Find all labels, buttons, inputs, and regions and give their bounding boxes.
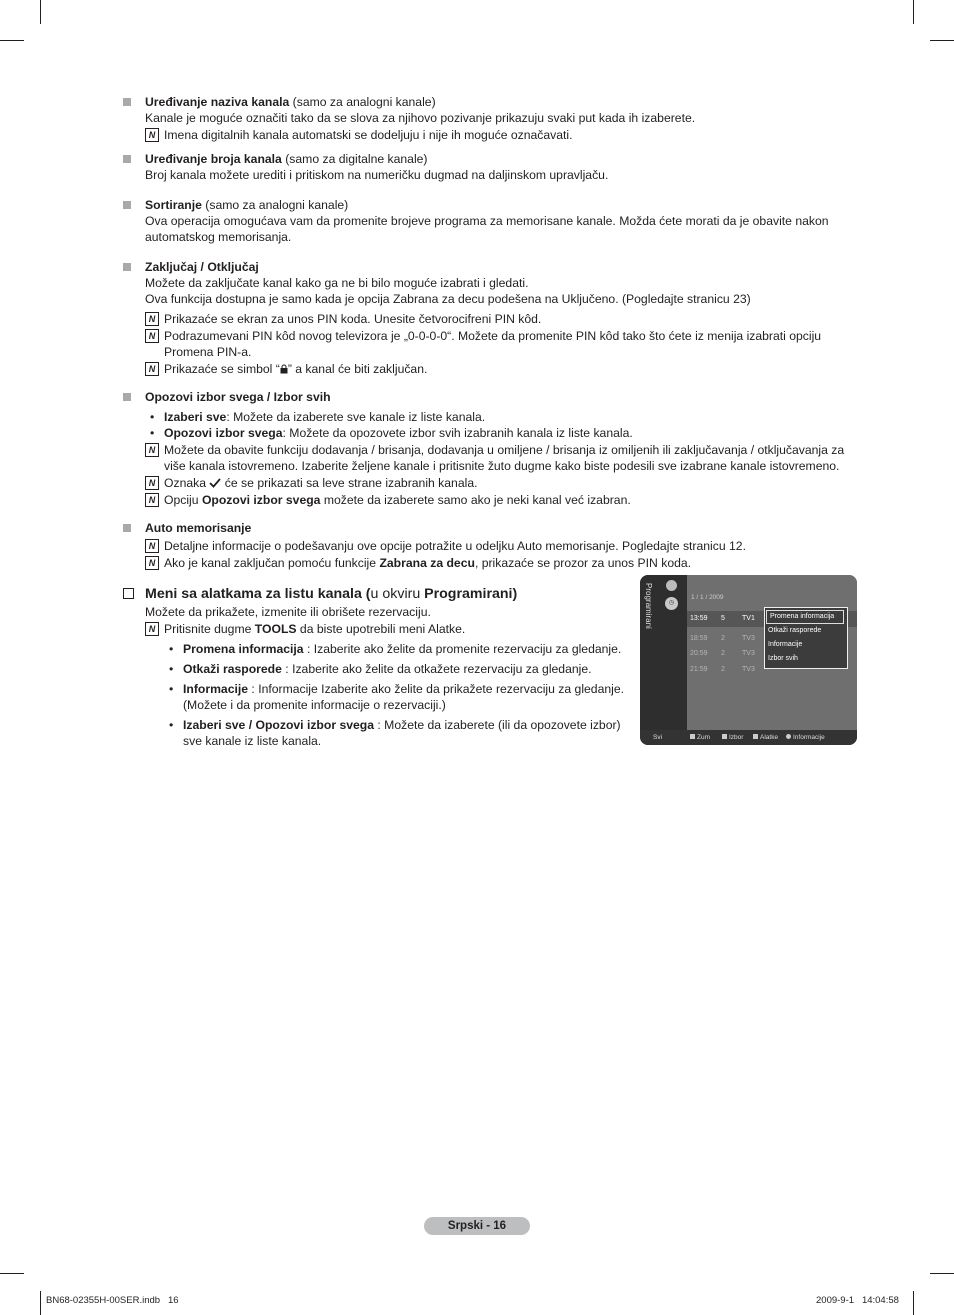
note-text: Prikazaće se simbol “ (164, 362, 280, 376)
title-part: Meni sa alatkama za listu kanala ( (145, 586, 371, 602)
note (145, 361, 863, 377)
tv-footer (640, 730, 857, 745)
note-icon: N (145, 622, 159, 636)
tv-tools-popup (764, 607, 848, 669)
heading-bold: Uređivanje naziva kanala (145, 95, 290, 109)
info-icon (786, 734, 791, 739)
note (145, 475, 863, 491)
note-text: Podrazumevani PIN kôd novog televizora je „0-0-0-0“. Možete da promenite PIN kôd tako što ćete iz menija izabrati opciju Promena PIN-a. (164, 329, 822, 359)
print-footer-timestamp: 2009-9-1 14:04:58 (816, 1295, 899, 1306)
section-text: Broj kanala možete urediti i pritiskom na numeričku dugmad na daljinskom upravljaču. (145, 168, 609, 182)
section-edit-name (123, 94, 863, 143)
bullet-text: : Informacije Izaberite ako želite da prikažete rezervaciju za gledanje. (Možete i da promenite informacije o rezervaciji.) (183, 682, 625, 712)
note-text: Prikazaće se ekran za unos PIN koda. Unesite četvorocifreni PIN kôd. (164, 312, 542, 326)
note-text: Imena digitalnih kanala automatski se dodeljuju i nije ih moguće označavati. (164, 128, 573, 142)
tv-num: 2 (721, 635, 725, 642)
note-text: ” a kanal će biti zaključan. (287, 362, 428, 376)
tv-time: 20:59 (690, 650, 708, 657)
section-text: Možete da zaključate kanal kako ga ne bi bilo moguće izabrati i gledati. (145, 276, 529, 290)
checkmark-icon (209, 478, 221, 488)
tv-footer-label: Zum (697, 734, 710, 741)
tv-footer-label: Izbor (729, 734, 744, 741)
bullet-dot-icon: • (150, 426, 155, 440)
page-number-badge: Srpski - 16 (424, 1217, 530, 1235)
note-text: možete da izaberete samo ako je neki kanal već izabran. (320, 493, 631, 507)
note-icon: N (145, 128, 159, 142)
bullet-bold: Opozovi izbor svega (164, 426, 283, 440)
heading-rest: (samo za digitalne kanale) (281, 152, 428, 166)
bullet-text: : Možete da izaberete (ili da opozovete izbor) sve kanale iz liste kanala. (183, 718, 621, 748)
bullet-text: : Izaberite ako želite da promenite rezervaciju za gledanje. (303, 642, 622, 656)
note-text: Opciju (164, 493, 202, 507)
tv-time: 21:59 (690, 666, 708, 673)
bullet-dot-icon: • (169, 662, 174, 676)
popup-item-change-info[interactable]: Promena informacija (766, 610, 844, 624)
crop-mark (40, 0, 41, 24)
heading-rest: (samo za analogni kanale) (289, 95, 436, 109)
bullet-text: : Možete da opozovete izbor svih izabranih kanala iz liste kanala. (282, 426, 633, 440)
heart-icon (666, 580, 677, 591)
note-icon: N (145, 556, 159, 570)
bullet-item (145, 717, 635, 749)
bullet-bold: Informacije (183, 682, 249, 696)
note-text: da biste upotrebili meni Alatke. (296, 622, 466, 636)
tv-date: 1 / 1 / 2009 (691, 594, 724, 601)
note-bold: TOOLS (254, 622, 297, 636)
clock-icon: ◷ (665, 597, 678, 610)
section-heading: Zaključaj / Otključaj (145, 260, 259, 274)
tv-channel: TV3 (742, 666, 755, 673)
tv-footer-info (786, 730, 825, 745)
note-icon: N (145, 443, 159, 457)
note-icon: N (145, 329, 159, 343)
crop-mark (40, 1291, 41, 1315)
note-bold: Opozovi izbor svega (201, 493, 321, 507)
section-heading: Opozovi izbor svega / Izbor svih (145, 390, 331, 404)
bullet-text: : Možete da izaberete sve kanale iz liste kanala. (226, 410, 486, 424)
heading-rest: (samo za analogni kanale) (201, 198, 349, 212)
note (145, 555, 863, 571)
note-text: će se prikazati sa leve strane izabranih kanala. (224, 476, 478, 490)
popup-item-information[interactable]: Informacije (768, 641, 803, 648)
bullet-item (145, 409, 863, 425)
tv-footer-zoom (690, 730, 710, 745)
square-bullet-icon (123, 393, 131, 401)
tv-channel: TV1 (742, 615, 755, 622)
note (145, 442, 864, 474)
square-icon (722, 734, 727, 739)
section-text: Ova operacija omogućava vam da promenite brojeve programa za memorisane kanale. Možda ćete morati da je obavite nakon automatskog memorisanja. (145, 214, 829, 244)
section-lock (123, 259, 863, 377)
bullet-bold: Otkaži rasporede (183, 662, 282, 676)
section-select-all (123, 389, 863, 508)
note-bold: Zabrana za decu (379, 556, 475, 570)
title-part: Programirani) (424, 586, 518, 602)
tv-screen-illustration (640, 575, 857, 745)
section-tools-menu (123, 585, 635, 749)
square-bullet-icon (123, 263, 131, 271)
section-edit-number (123, 151, 863, 183)
bullet-text: : Izaberite ako želite da otkažete rezervaciju za gledanje. (281, 662, 592, 676)
square-bullet-icon (123, 155, 131, 163)
square-bullet-icon (123, 201, 131, 209)
tools-icon (753, 734, 758, 739)
note (145, 127, 863, 143)
square-bullet-icon (123, 524, 131, 532)
bullet-dot-icon: • (169, 642, 174, 656)
popup-item-cancel-schedules[interactable]: Otkaži rasporede (768, 627, 822, 634)
section-title (145, 585, 635, 603)
tv-footer-tools (753, 730, 779, 745)
note-text: Pritisnite dugme (164, 622, 255, 636)
crop-mark (930, 40, 954, 41)
tv-side-panel (640, 575, 687, 730)
bullet-item (145, 425, 863, 441)
tv-footer-all: Svi (653, 734, 663, 741)
bullet-bold: Izaberi sve / Opozovi izbor svega (183, 718, 375, 732)
print-footer-file: BN68-02355H-00SER.indb 16 (46, 1295, 179, 1306)
crop-mark (930, 1273, 954, 1274)
tv-num: 5 (721, 615, 725, 622)
tv-num: 2 (721, 650, 725, 657)
section-heading (145, 151, 863, 167)
section-text: Kanale je moguće označiti tako da se slova za njihovo pozivanje prikazuju svaki put kada ih izaberete. (145, 111, 696, 125)
section-sort (123, 197, 863, 245)
heading-bold: Uređivanje broja kanala (145, 152, 282, 166)
bullet-bold: Izaberi sve (164, 410, 227, 424)
note-icon: N (145, 476, 159, 490)
tv-footer-label: Informacije (793, 734, 825, 741)
bullet-bold: Promena informacija (183, 642, 304, 656)
crop-mark (0, 40, 24, 41)
section-heading: Auto memorisanje (145, 521, 252, 535)
note-text: Možete da obavite funkciju dodavanja / brisanja, dodavanja u omiljene / brisanja iz omiljenih ili zaključavanja / otključavanja za više kanala istovremeno. Izaberite željene kanale i pritisnite žuto dugme kako biste podesili sve izabrane kanale istovremeno. (164, 443, 845, 473)
bullet-dot-icon: • (169, 718, 174, 732)
note-icon: N (145, 312, 159, 326)
note-icon: N (145, 493, 159, 507)
note (145, 621, 635, 637)
note-text: Ako je kanal zaključan pomoću funkcije (164, 556, 380, 570)
tv-footer-label: Alatke (760, 734, 779, 741)
tv-time: 13:59 (690, 615, 708, 622)
bullet-item (145, 641, 635, 657)
square-icon (690, 734, 695, 739)
heading-bold: Sortiranje (145, 198, 202, 212)
crop-mark (913, 1291, 914, 1315)
tv-channel: TV3 (742, 650, 755, 657)
tv-time: 18:59 (690, 635, 708, 642)
title-part: u okviru (370, 586, 425, 602)
note (145, 538, 863, 554)
bullet-item (145, 681, 635, 713)
tv-num: 2 (721, 666, 725, 673)
section-heading (145, 197, 863, 213)
crop-mark (0, 1273, 24, 1274)
section-text: Možete da prikažete, izmenite ili obrišete rezervaciju. (145, 605, 431, 619)
note (145, 492, 863, 508)
lock-icon (280, 364, 288, 374)
note-text: , prikazaće se prozor za unos PIN koda. (474, 556, 692, 570)
tv-footer-select (722, 730, 744, 745)
note-icon: N (145, 539, 159, 553)
note (145, 328, 844, 360)
bullet-dot-icon: • (150, 410, 155, 424)
section-heading (145, 94, 863, 110)
bullet-item (145, 661, 635, 677)
note (145, 311, 863, 327)
tv-side-title: Programirani (644, 583, 653, 629)
bullet-dot-icon: • (169, 682, 174, 696)
crop-mark (913, 0, 914, 24)
popup-item-select-all[interactable]: Izbor svih (768, 655, 798, 662)
note-icon: N (145, 362, 159, 376)
note-text: Detaljne informacije o podešavanju ove opcije potražite u odeljku Auto memorisanje. Pogledajte stranicu 12. (164, 539, 746, 553)
square-bullet-icon (123, 98, 131, 106)
checkbox-square-icon (123, 588, 134, 599)
section-text: Ova funkcija dostupna je samo kada je opcija Zabrana za decu podešena na Uključeno. (Pogledajte stranicu 23) (145, 292, 751, 306)
note-text: Oznaka (164, 476, 207, 490)
tv-channel: TV3 (742, 635, 755, 642)
section-auto-store (123, 520, 863, 571)
